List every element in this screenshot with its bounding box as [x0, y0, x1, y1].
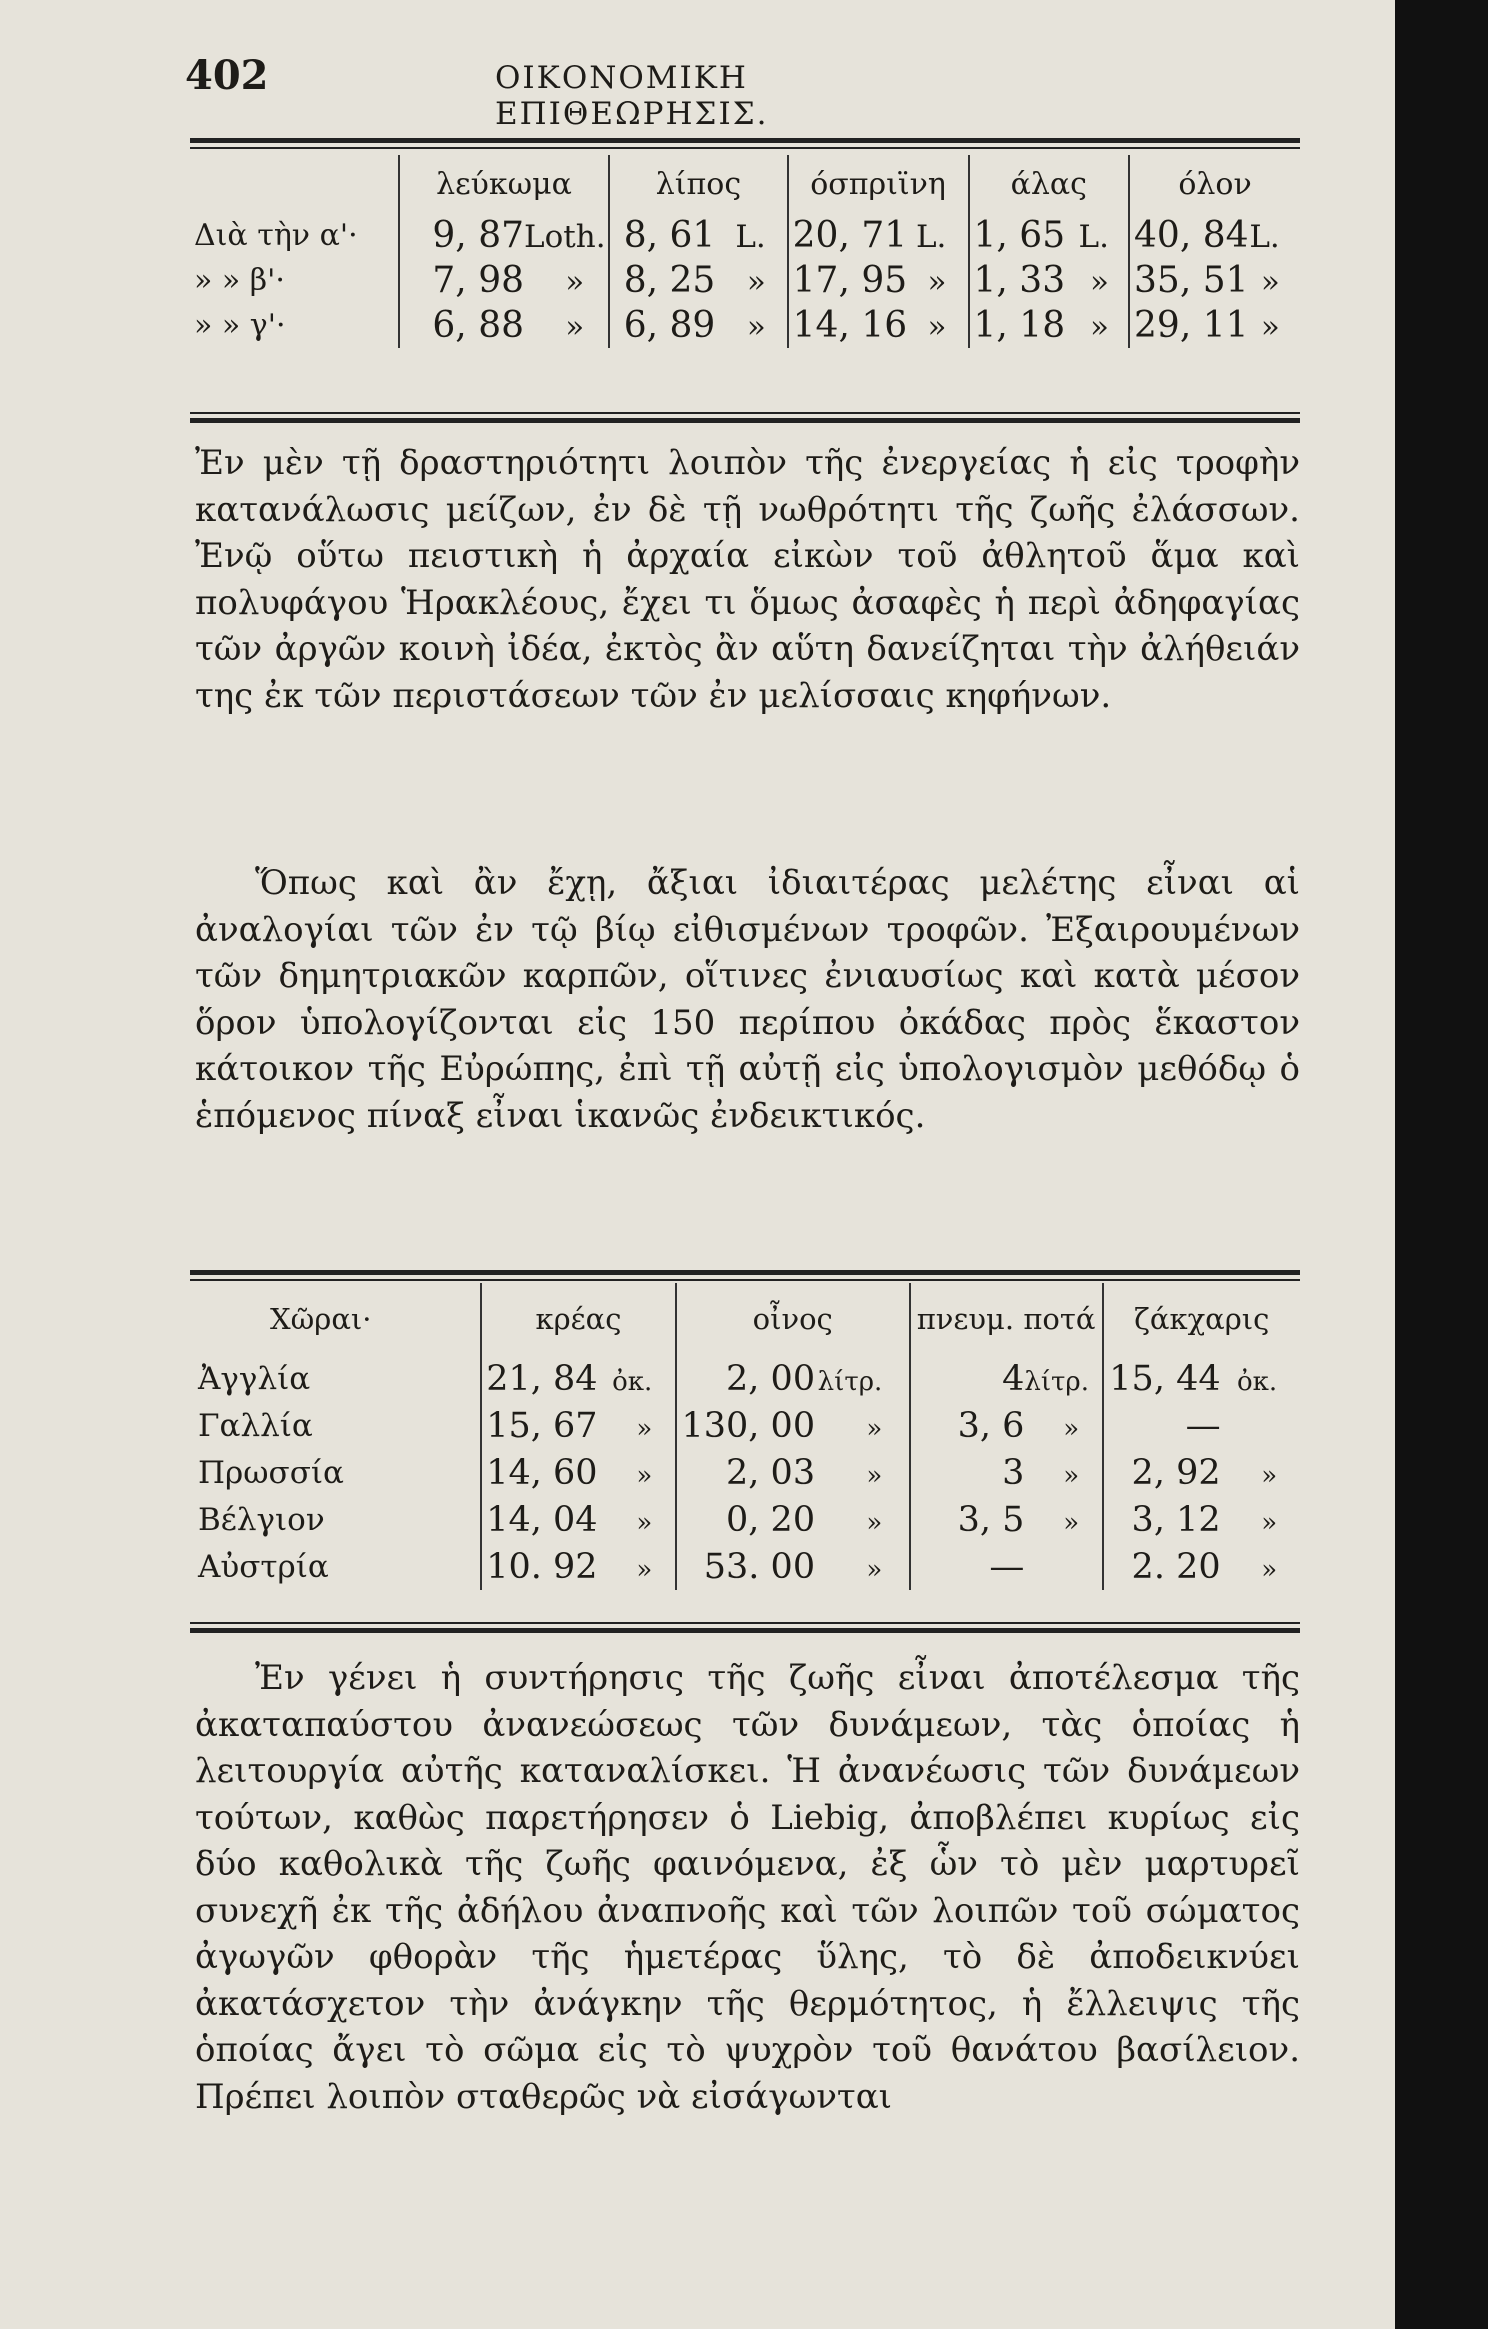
table-row	[190, 1496, 1300, 1543]
table2-bottom-rule-thick	[190, 1628, 1300, 1633]
table-header-cell: όσπριϊνη	[788, 155, 969, 213]
paragraph-3: Ἐν γένει ἡ συντήρησις τῆς ζωῆς εἶναι ἀποτέλεσμα τῆς ἀκαταπαύστου ἀνανεώσεως τῶν δυνάμεων, τὰς ὁποίας ἡ λειτουργία αὐτῆς καταναλίσκει. Ἡ ἀνανέωσις τῶν δυνάμεων τούτων, καθὼς παρετήρησεν ὁ Liebig, ἀποβλέπει κυρίως εἰς δύο καθολικὰ τῆς ζωῆς φαινόμενα, ἐξ ὧν τὸ μὲν μαρτυρεῖ συνεχῆ ἐκ τῆς ἀδήλου ἀναπνοῆς καὶ τῶν λοιπῶν τοῦ σώματος ἀγωγῶν φθορὰν τῆς ἡμετέρας ὕλης, τὸ δὲ ἀποδεικνύει ἀκατάσχετον τὴν ἀνάγκην τῆς θερμότητος, ἡ ἔλλειψις τῆς ὁποίας ἄγει τὸ σῶμα εἰς τὸ ψυχρὸν τοῦ θανάτου βασίλειον. Πρέπει λοιπὸν σταθερῶς νὰ εἰσάγωνται	[195, 1658, 1300, 2117]
running-title: ΟΙΚΟΝΟΜΙΚΗ ΕΠΙΘΕΩΡΗΣΙΣ.	[495, 60, 769, 132]
table-header-row	[190, 155, 1300, 213]
table-row	[190, 1355, 1300, 1402]
table-cell: 35, 51 »	[1129, 258, 1300, 303]
table-header-cell: λίπος	[609, 155, 787, 213]
table-row	[190, 303, 1300, 348]
table-cell: 3, 12 »	[1103, 1496, 1300, 1543]
paragraph-1: Ἐν μὲν τῇ δραστηριότητι λοιπὸν τῆς ἐνεργείας ἡ εἰς τροφὴν κατανάλωσις μείζων, ἐν δὲ τῇ νωθρότητι τῆς ζωῆς ἐλάσσων. Ἐνῷ οὕτω πειστικὴ ἡ ἀρχαία εἰκὼν τοῦ ἀθλητοῦ ἅμα καὶ πολυφάγου Ἡρακλέους, ἔχει τι ὅμως ἀσαφὲς ἡ περὶ ἀδηφαγίας τῶν ἀργῶν κοινὴ ἰδέα, ἐκτὸς ἂν αὕτη δανείζηται τὴν ἀλήθειάν της ἐκ τῶν περιστάσεων τῶν ἐν μελίσσαις κηφήνων.	[195, 443, 1300, 716]
table-cell: 1, 65 L.	[969, 213, 1130, 258]
table-cell: 17, 95 »	[788, 258, 969, 303]
table-header-row	[190, 1283, 1300, 1355]
table-cell: 8, 61 L.	[609, 213, 787, 258]
table1-top-rule	[190, 138, 1300, 143]
table-cell: 1, 18 »	[969, 303, 1130, 348]
row-label: » » β'·	[194, 263, 285, 298]
table-cell: 10. 92 »	[481, 1543, 676, 1590]
table-header-cell: όλον	[1129, 155, 1300, 213]
table-cell: 0, 20 »	[676, 1496, 910, 1543]
table2-bottom-rule	[190, 1622, 1300, 1624]
table1-top-rule-thin	[190, 147, 1300, 149]
table-cell: 3, 6 »	[910, 1402, 1103, 1449]
row-label: Διὰ τὴν α'·	[194, 218, 358, 253]
table-header-cell: οἶνος	[676, 1283, 910, 1355]
table-header-cell: ζάκχαρις	[1103, 1283, 1300, 1355]
table-cell: 130, 00 »	[676, 1402, 910, 1449]
table-cell: —	[1103, 1402, 1300, 1449]
table-cell: 8, 25 »	[609, 258, 787, 303]
table-cell: 21, 84 ὀκ.	[481, 1355, 676, 1402]
table-cell: 2, 00λίτρ.	[676, 1355, 910, 1402]
table-cell: 7, 98 »	[399, 258, 610, 303]
table-cell: 2. 20 »	[1103, 1543, 1300, 1590]
table1-bottom-rule-thick	[190, 418, 1300, 423]
composition-table	[190, 155, 1300, 348]
table-cell: 14, 04 »	[481, 1496, 676, 1543]
table-cell: 1, 33 »	[969, 258, 1130, 303]
table-cell: 14, 16 »	[788, 303, 969, 348]
table2-top-rule-thin	[190, 1279, 1300, 1281]
table-cell: 2, 03 »	[676, 1449, 910, 1496]
table-row	[190, 213, 1300, 258]
table-cell: 14, 60 »	[481, 1449, 676, 1496]
table-cell: 3 »	[910, 1449, 1103, 1496]
table-cell: 4λίτρ.	[910, 1355, 1103, 1402]
table-cell: 9, 87Loth.	[399, 213, 610, 258]
page-header	[185, 52, 1015, 132]
table-row	[190, 1402, 1300, 1449]
table-header-cell	[190, 155, 399, 213]
table-header-cell: κρέας	[481, 1283, 676, 1355]
table-cell: 6, 88 »	[399, 303, 610, 348]
table-cell: 2, 92 »	[1103, 1449, 1300, 1496]
row-label: » » γ'·	[194, 308, 286, 343]
table-cell: 6, 89 »	[609, 303, 787, 348]
table-cell: 20, 71 L.	[788, 213, 969, 258]
table-cell: 3, 5 »	[910, 1496, 1103, 1543]
table-cell: 40, 84L.	[1129, 213, 1300, 258]
table2-top-rule	[190, 1270, 1300, 1275]
country-label: Αὐστρία	[198, 1548, 329, 1585]
table-cell: 15, 44 ὀκ.	[1103, 1355, 1300, 1402]
table-cell: —	[910, 1543, 1103, 1590]
table1-bottom-rule	[190, 412, 1300, 414]
table-row	[190, 1543, 1300, 1590]
consumption-table	[190, 1283, 1300, 1590]
table-row	[190, 1449, 1300, 1496]
page-edge-shadow	[1395, 0, 1488, 2329]
paragraph-2: Ὅπως καὶ ἂν ἔχῃ, ἄξιαι ἰδιαιτέρας μελέτης εἶναι αἱ ἀναλογίαι τῶν ἐν τῷ βίῳ εἰθισμένων τροφῶν. Ἐξαιρουμένων τῶν δημητριακῶν καρπῶν, οἵτινες ἐνιαυσίως καὶ κατὰ μέσον ὅρον ὑπολογίζονται εἰς 150 περίπου ὀκάδας πρὸς ἕκαστον κάτοικον τῆς Εὐρώπης, ἐπὶ τῇ αὐτῇ εἰς ὑπολογισμὸν μεθόδῳ ὁ ἑπόμενος πίναξ εἶναι ἱκανῶς ἐνδεικτικός.	[195, 863, 1300, 1136]
country-label: Ἀγγλία	[198, 1360, 311, 1397]
table-cell: 15, 67 »	[481, 1402, 676, 1449]
table-row	[190, 258, 1300, 303]
table-header-cell: Χῶραι·	[270, 1302, 372, 1336]
country-label: Γαλλία	[198, 1407, 313, 1444]
country-label: Πρωσσία	[198, 1454, 344, 1491]
table-header-cell: πνευμ. ποτά	[910, 1283, 1103, 1355]
table-header-cell: άλας	[969, 155, 1130, 213]
table-cell: 53. 00 »	[676, 1543, 910, 1590]
table-header-cell: λεύκωμα	[399, 155, 610, 213]
table-cell: 29, 11 »	[1129, 303, 1300, 348]
page-number: 402	[185, 52, 269, 99]
country-label: Βέλγιον	[198, 1501, 325, 1538]
